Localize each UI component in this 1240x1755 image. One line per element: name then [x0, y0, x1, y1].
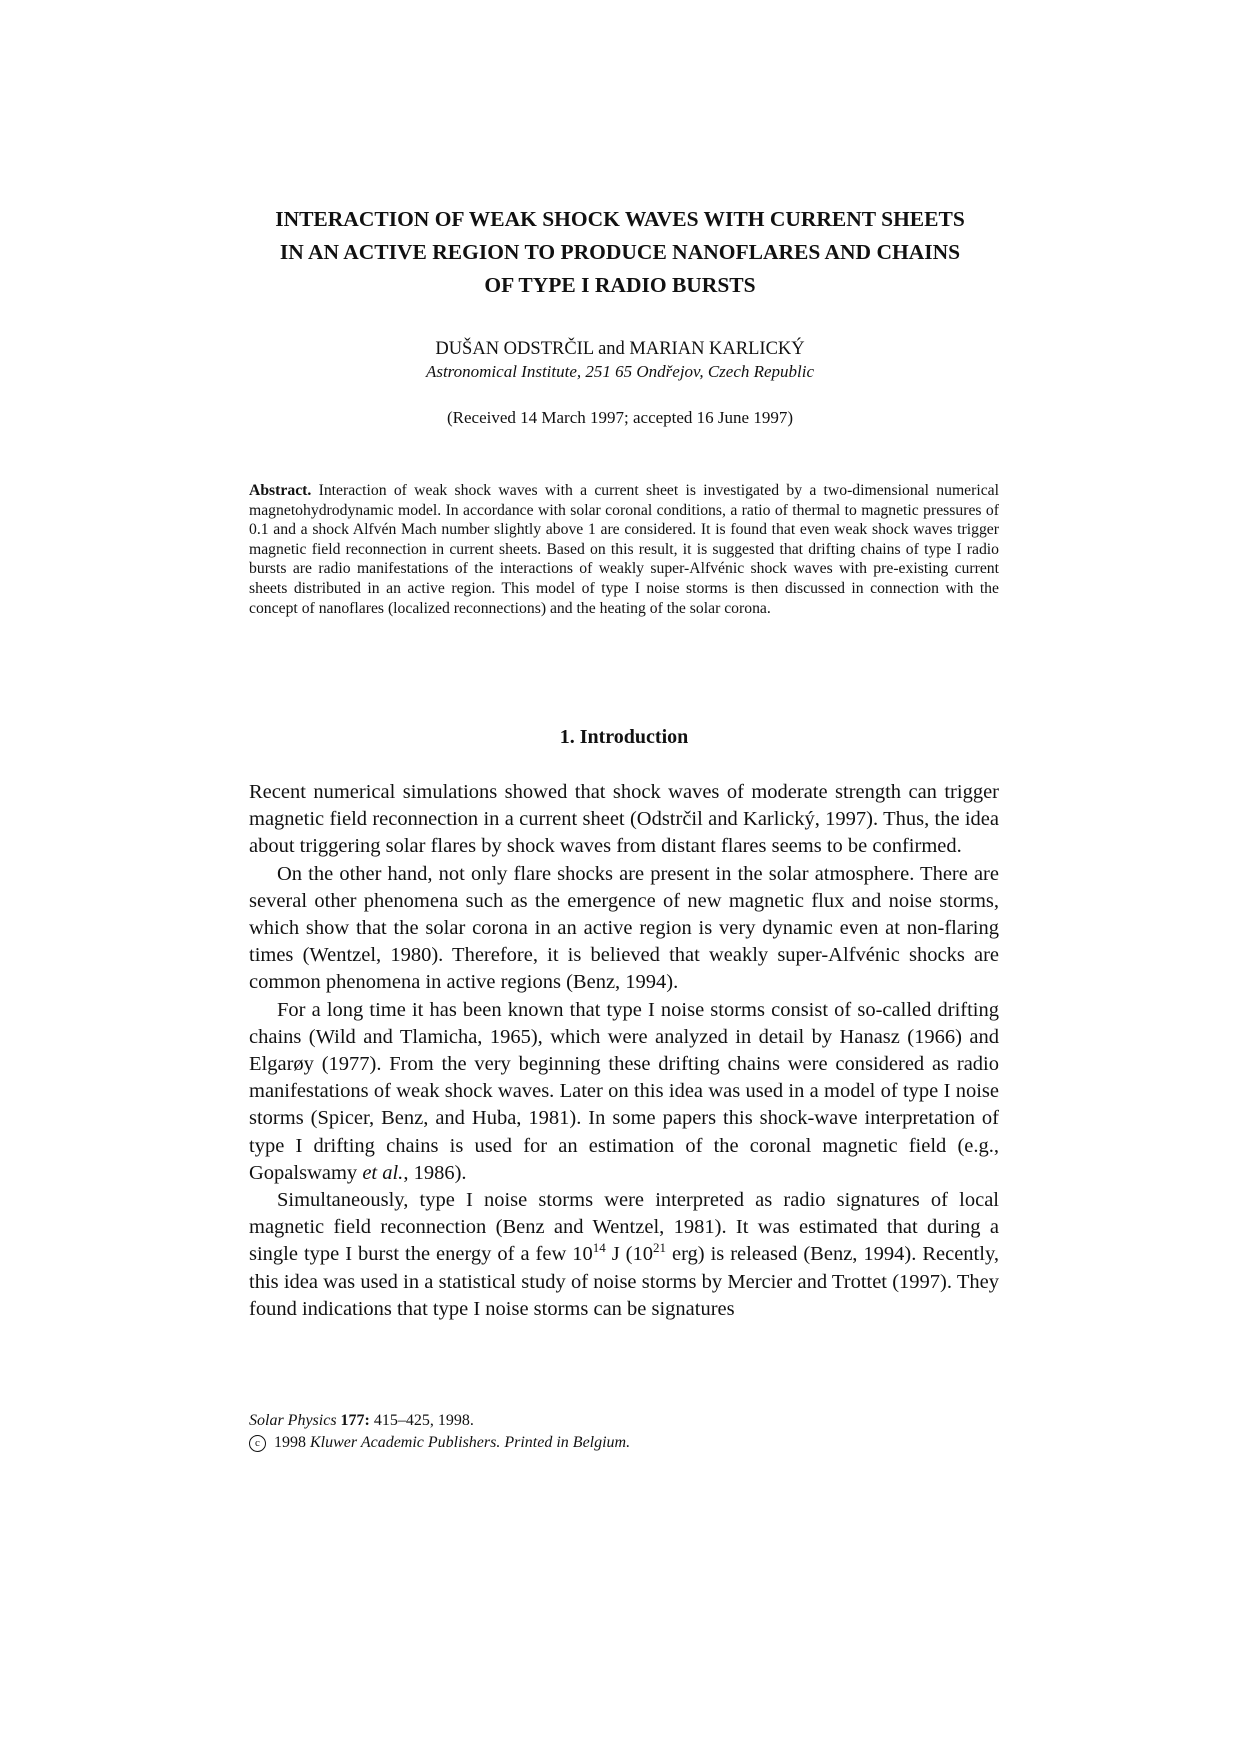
paragraph-3-text: For a long time it has been known that type I noise storms consist of so-called drifting chains (Wild and Tlamicha, 1965), which were analyzed in detail by Hanasz (1966) and Elgarøy (1977). From the very beginning these drifting chains were considered as radio manifestations of weak shock waves. Later on this idea was used in a model of type I noise storms (Spicer, Benz, and Huba, 1981). In some papers this shock-wave interpretation of type I drifting chains is used for an estimation of the coronal magnetic field (e.g., Gopalswamy: [249, 998, 999, 1184]
paragraph-4: [249, 1187, 999, 1323]
affiliation: Astronomical Institute, 251 65 Ondřejov, Czech Republic: [425, 362, 815, 381]
paragraph-4-text-a: Simultaneously, type I noise storms were interpreted as radio signatures of local magnetic field reconnection (Benz and Wentzel, 1981). It was estimated that during a single type I burst the energy of a few 10: [249, 1189, 999, 1266]
introduction-body: [249, 779, 999, 1323]
publisher: Kluwer Academic Publishers. Printed in Belgium.: [310, 1434, 631, 1451]
page-footer: [249, 1410, 999, 1454]
authors: DUŠAN ODSTRČIL and MARIAN KARLICKÝ: [435, 339, 805, 359]
paragraph-4-exponent-2: 21: [653, 1240, 666, 1256]
title-line-1: INTERACTION OF WEAK SHOCK WAVES WITH CURRENT SHEETS: [275, 207, 965, 231]
abstract: [249, 481, 999, 618]
abstract-label: Abstract.: [249, 482, 312, 499]
paragraph-2: On the other hand, not only flare shocks are present in the solar atmosphere. There are several other phenomena such as the emergence of new magnetic flux and noise storms, which show that the solar corona in an active region is very dynamic even at non-flaring times (Wentzel, 1980). Therefore, it is believed that weakly super-Alfvénic shocks are common phenomena in active regions (Benz, 1994).: [249, 862, 999, 994]
copyright-line: [249, 1432, 999, 1454]
abstract-text: Interaction of weak shock waves with a current sheet is investigated by a two-dimensional numerical magnetohydrodynamic model. In accordance with solar coronal conditions, a ratio of thermal to magnetic pressures of 0.1 and a shock Alfvén Mach number slightly above 1 are considered. It is found that even weak shock waves trigger magnetic field reconnection in current sheets. Based on this result, it is suggested that drifting chains of type I radio bursts are radio manifestations of the interactions of weakly super-Alfvénic shock waves with pre-existing current sheets distributed in an active region. This model of type I noise storms is then discussed in connection with the concept of nanoflares (localized reconnections) and the heating of the solar corona.: [249, 482, 999, 617]
received-dates: (Received 14 March 1997; accepted 16 June 1997): [446, 408, 794, 427]
paragraph-3-tail: , 1986).: [403, 1161, 467, 1184]
title-line-3: OF TYPE I RADIO BURSTS: [484, 273, 756, 297]
paragraph-4-exponent-1: 14: [592, 1240, 606, 1256]
title-line-2: IN AN ACTIVE REGION TO PRODUCE NANOFLARES AND CHAINS: [279, 240, 961, 264]
journal-pages: 415–425, 1998.: [369, 1412, 474, 1429]
copyright-year: 1998: [270, 1434, 310, 1451]
journal-citation: [249, 1410, 999, 1432]
paragraph-4-text-b: J (10: [605, 1243, 653, 1266]
journal-volume: 177:: [340, 1412, 370, 1429]
paragraph-3-etal: et al.: [362, 1161, 404, 1184]
paragraph-3: [249, 997, 999, 1187]
section-heading-introduction: 1. Introduction: [559, 726, 689, 748]
journal-name: Solar Physics: [249, 1412, 337, 1429]
paragraph-4-text-c: erg) is released (Benz, 1994). Recently, this idea was used in a statistical study of noise storms by Mercier and Trottet (1997). They found indications that type I noise storms can be signatures: [249, 1243, 999, 1320]
copyright-icon: c: [249, 1435, 266, 1452]
paper-title: [240, 203, 1000, 302]
paragraph-1: Recent numerical simulations showed that shock waves of moderate strength can trigger magnetic field reconnection in a current sheet (Odstrčil and Karlický, 1997). Thus, the idea about triggering solar flares by shock waves from distant flares seems to be confirmed.: [249, 781, 999, 858]
